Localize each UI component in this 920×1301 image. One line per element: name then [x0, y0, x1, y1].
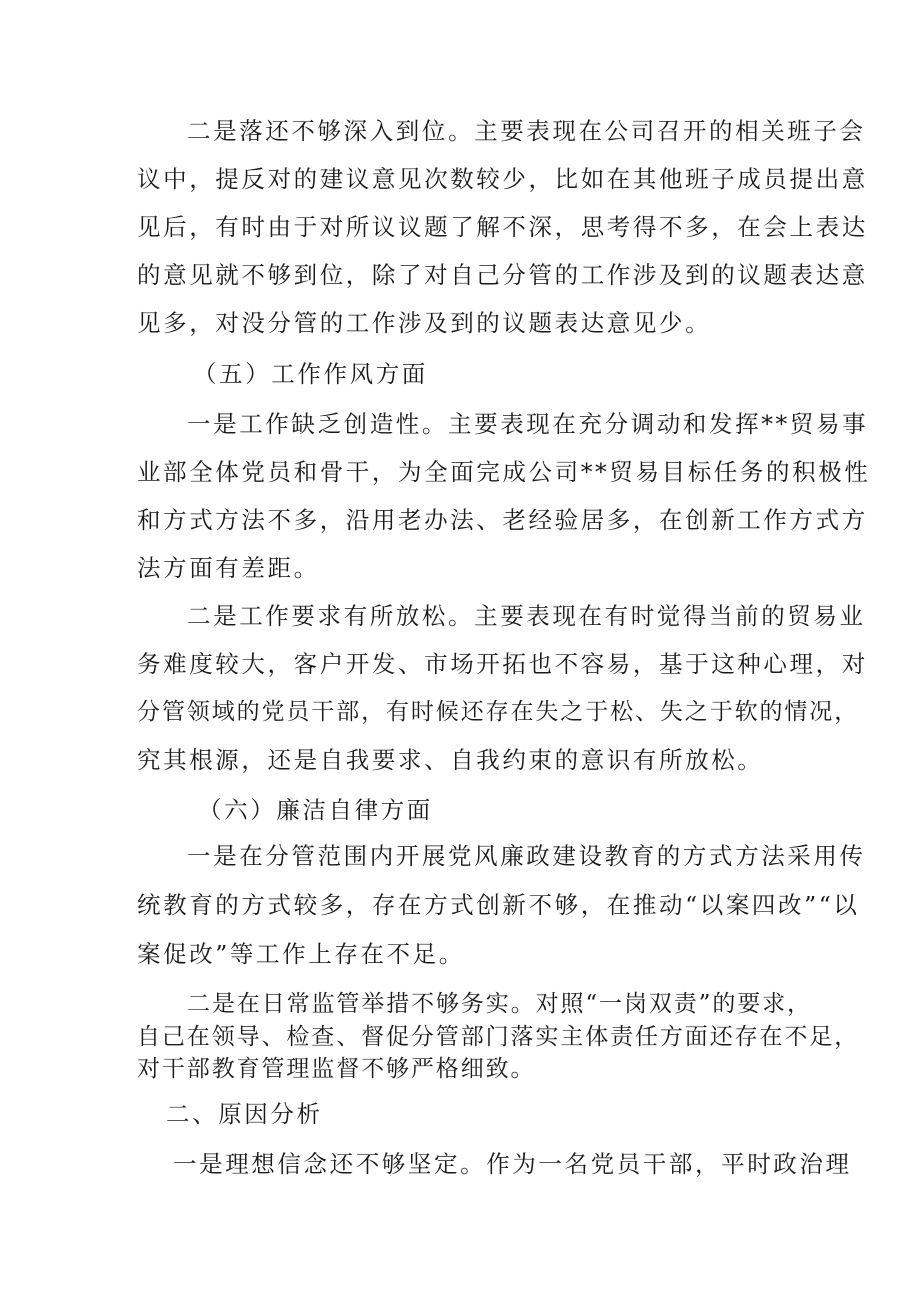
section-heading: （六）廉洁自律方面	[198, 796, 433, 824]
paragraph-line: 业部全体党员和骨干，为全面完成公司**贸易目标任务的积极性	[137, 458, 871, 486]
section-heading: 二、原因分析	[166, 1100, 323, 1128]
paragraph-line: 究其根源，还是自我要求、自我约束的意识有所放松。	[137, 746, 764, 774]
paragraph-line: 自己在领导、检查、督促分管部门落实主体责任方面还存在不足，	[137, 1024, 860, 1050]
paragraph-line: 法方面有差距。	[137, 554, 320, 582]
paragraph-line: 分管领域的党员干部，有时候还存在失之于松、失之于软的情况，	[137, 699, 860, 725]
paragraph-line: 二是工作要求有所放松。主要表现在有时觉得当前的贸易业	[187, 602, 866, 630]
paragraph-line: 对干部教育管理监督不够严格细致。	[137, 1056, 536, 1082]
paragraph-line: 统教育的方式较多，存在方式创新不够，在推动“以案四改”“以	[137, 891, 860, 919]
paragraph-line: 议中，提反对的建议意见次数较少，比如在其他班子成员提出意	[137, 165, 868, 193]
paragraph-line: 一是在分管范围内开展党风廉政建设教育的方式方法采用传	[187, 842, 866, 870]
paragraph-line: 案促改”等工作上存在不足。	[137, 940, 465, 968]
section-heading: （五）工作作风方面	[193, 360, 428, 388]
paragraph-line: 和方式方法不多，沿用老办法、老经验居多，在创新工作方式方	[137, 506, 868, 534]
paragraph-line: 二是在日常监管举措不够务实。对照“一岗双责”的要求，	[187, 991, 812, 1017]
paragraph-line: 一是理想信念还不够坚定。作为一名党员干部，平时政治理	[173, 1150, 852, 1178]
paragraph-line: 一是工作缺乏创造性。主要表现在充分调动和发挥**贸易事	[187, 410, 869, 438]
paragraph-line: 见后，有时由于对所议议题了解不深，思考得不多，在会上表达	[137, 213, 868, 241]
paragraph-line: 的意见就不够到位，除了对自己分管的工作涉及到的议题表达意	[137, 261, 868, 289]
paragraph-line: 二是落还不够深入到位。主要表现在公司召开的相关班子会	[187, 117, 866, 145]
paragraph-line: 务难度较大，客户开发、市场开拓也不容易，基于这种心理，对	[137, 650, 868, 678]
paragraph-line: 见多，对没分管的工作涉及到的议题表达意见少。	[137, 309, 712, 337]
